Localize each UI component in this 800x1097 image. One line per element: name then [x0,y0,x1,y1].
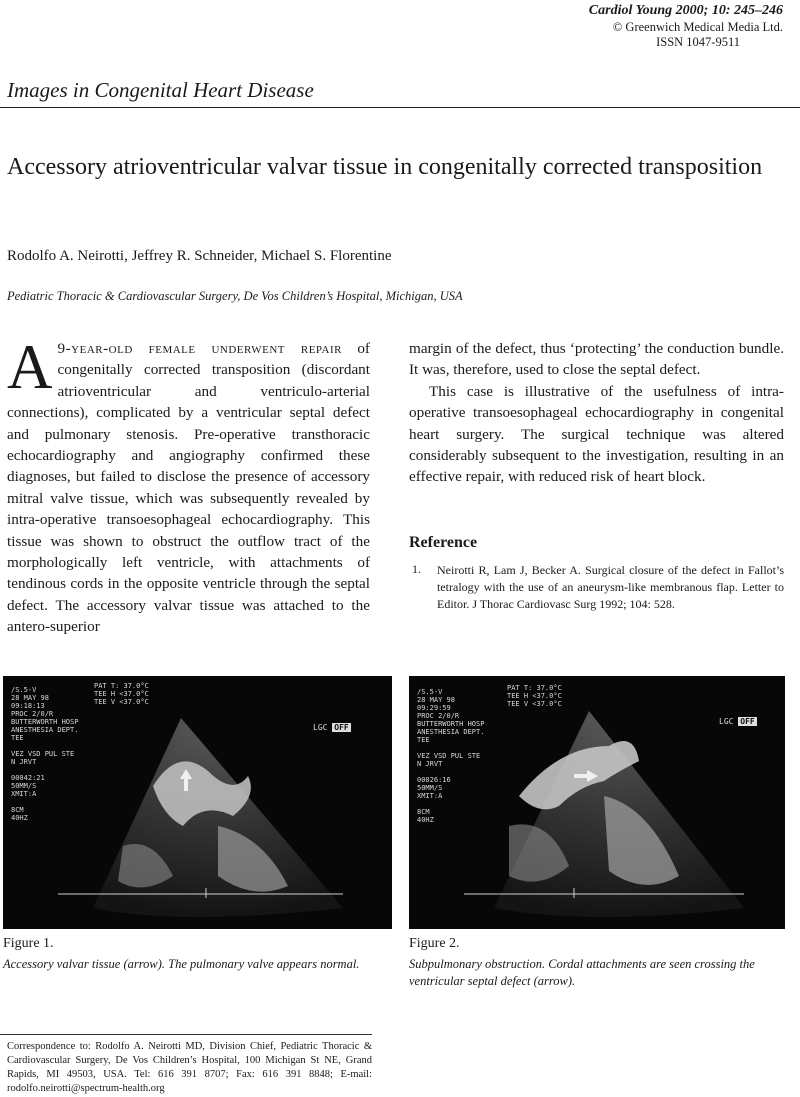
lead-in-smallcaps: 9-year-old female underwent repair [57,340,342,357]
publisher: © Greenwich Medical Media Ltd. [612,20,783,34]
paragraph-1: of congenitally corrected transposition (discordant atrioventricular and ventriculo-arterial connections), complicated by a ventricular septal defect and pulmonary stenosis. Pre-operative transthoracic echocardiography and angiography confirmed these diagnoses, but failed to disclose the presence of accessory mitral valve tissue, which was subsequently revealed by intra-operative transoesophageal echocardiography. This tissue was shown to obstruct the outflow tract of the morphologically left ventricle, with attachments of tendinous cords in the opposite ventricle through the septal defect. The accessory valvar tissue was attached to the antero-superior [7,340,370,636]
affiliation: Pediatric Thoracic & Cardiovascular Surgery, De Vos Children’s Hospital, Michigan, USA [7,289,463,303]
correspondence-footnote: Correspondence to: Rodolfo A. Neirotti MD, Division Chief, Pediatric Thoracic & Cardiovascular Surgery, De Vos Children’s Hospital, 100 Michigan St NE, Grand Rapids, MI 49503, USA. Tel: 616 391 8707; Fax: 616 391 8848; E-mail: rodolfo.neirotti@spectrum-health.org [7,1041,372,1094]
reference-entry: Neirotti R, Lam J, Becker A. Surgical closure of the defect in Fallot’s tetralogy with the use of an aneurysm-like membranous flap. Letter to Editor. J Thorac Cardiovasc Surg 1992; 104: 528. [437,563,784,611]
figure-2-label: Figure 2. [409,936,460,951]
journal-citation: Cardiol Young 2000; 10: 245–246 [588,3,783,18]
echo-patient-info: /S.5-V 28 MAY 98 09:29:59 PROC 2/0/R BUTTERWORTH HOSP ANESTHESIA DEPT. TEE VEZ VSD PUL STE N JRVT 00026:16 50MM/S XMIT:A 8CM 40HZ [417,688,485,824]
echo-temp-readout: PAT T: 37.0°C TEE H <37.0°C TEE V <37.0°C [94,682,149,706]
figure-1-label: Figure 1. [3,936,54,951]
echo-patient-info: /S.5-V 28 MAY 98 09:18:13 PROC 2/0/R BUTTERWORTH HOSP ANESTHESIA DEPT. TEE VEZ VSD PUL STE N JRVT 00042:21 50MM/S XMIT:A 8CM 40HZ [11,686,79,822]
lgc-indicator: LGC OFF [313,723,349,732]
figure-2-caption: Subpulmonary obstruction. Cordal attachments are seen crossing the ventricular septal defect (arrow). [409,957,755,988]
arrow-right-icon [573,769,599,783]
footnote-divider [0,1034,372,1035]
body-column-left [7,332,370,638]
drop-cap: A [7,332,53,402]
article-title: Accessory atrioventricular valvar tissue in congenitally corrected transposition [7,154,763,180]
reference-heading: Reference [409,534,478,551]
echo-temp-readout: PAT T: 37.0°C TEE H <37.0°C TEE V <37.0°C [507,684,562,708]
reference-number: 1. [412,562,421,576]
author-list: Rodolfo A. Neirotti, Jeffrey R. Schneider, Michael S. Florentine [7,248,392,264]
arrow-up-icon [179,768,193,792]
lgc-indicator: LGC OFF [719,717,755,726]
issn: ISSN 1047-9511 [656,35,740,49]
body-column-right [409,338,784,488]
figure-2-echo-image [409,676,785,929]
paragraph-2: This case is illustrative of the usefulness of intra-operative transoesophageal echocardiography in congenital heart surgery. The surgical technique was altered considerably subsequent to the investigation, resulting in an effective repair, with reduced risk of heart block. [409,382,784,486]
figure-1-echo-image [3,676,392,929]
section-divider [0,107,800,108]
section-title: Images in Congenital Heart Disease [7,78,314,102]
figure-1-caption: Accessory valvar tissue (arrow). The pulmonary valve appears normal. [3,957,360,971]
paragraph-1-continued: margin of the defect, thus ‘protecting’ the conduction bundle. It was, therefore, used to close the septal defect. [409,340,784,379]
